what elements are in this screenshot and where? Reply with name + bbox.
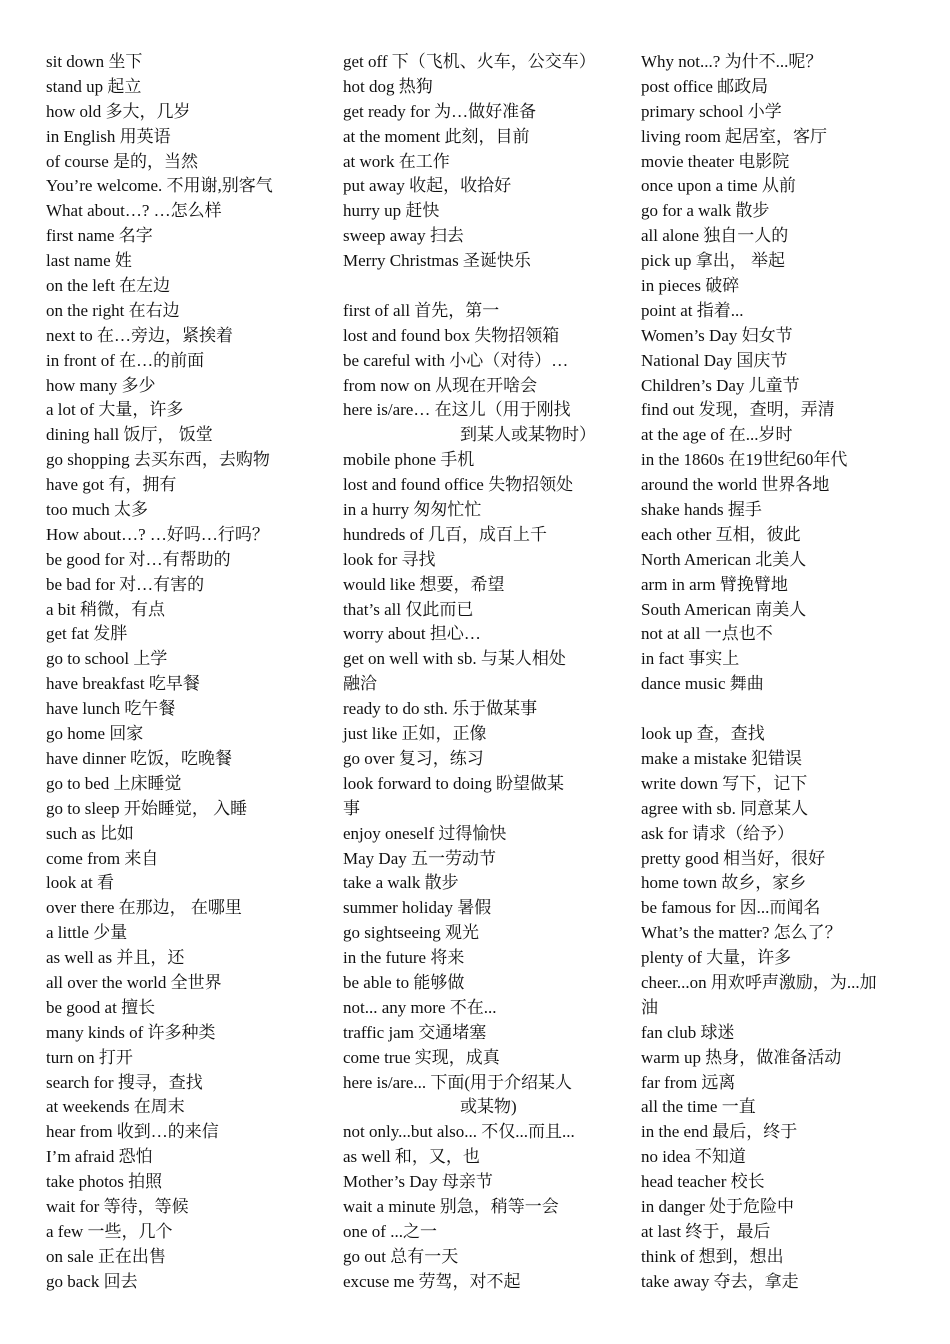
phrase-entry: take a walk 散步 — [343, 873, 459, 893]
phrase-entry: have breakfast 吃早餐 — [46, 674, 200, 694]
phrase-entry: go to bed 上床睡觉 — [46, 773, 182, 793]
phrase-entry: write down 写下，记下 — [641, 773, 808, 793]
phrase-entry: first name 名字 — [46, 226, 153, 246]
phrase-entry: lost and found office 失物招领处 — [343, 475, 574, 495]
phrase-entry: each other 互相，彼此 — [641, 524, 801, 544]
phrase-entry: at weekends 在周末 — [46, 1097, 185, 1117]
phrase-entry: sit down 坐下 — [46, 52, 143, 71]
phrase-entry: shake hands 握手 — [641, 500, 762, 520]
phrase-entry: search for 搜寻，查找 — [46, 1072, 203, 1092]
phrase-entry: from now on 从现在开啥会 — [343, 375, 538, 395]
phrase-entry: last name 姓 — [46, 251, 132, 271]
phrase-entry: take photos 拍照 — [46, 1172, 163, 1192]
phrase-entry: go over 复习，练习 — [343, 748, 484, 768]
phrase-entry: be bad for 对…有害的 — [46, 574, 205, 594]
phrase-entry: get off 下（飞机、火车，公交车） — [343, 52, 596, 71]
phrase-entry: over there 在那边， 在哪里 — [46, 898, 242, 918]
phrase-entry: You’re welcome. 不用谢,别客气 — [46, 176, 273, 196]
phrase-entry: be famous for 因...而闻名 — [641, 898, 821, 918]
phrase-entry: plenty of 大量，许多 — [641, 948, 792, 968]
phrase-entry: movie theater 电影院 — [641, 151, 790, 171]
phrase-entry: What’s the matter? 怎么了？ — [641, 923, 842, 943]
phrase-entry — [641, 697, 916, 722]
phrase-entry: too much 太多 — [46, 500, 148, 520]
phrase-entry: as well as 并且，还 — [46, 948, 185, 968]
phrase-entry: lost and found box 失物招领箱 — [343, 325, 560, 345]
column-1 — [46, 50, 326, 1295]
phrase-entry: 油 — [641, 997, 658, 1017]
phrase-entry: just like 正如，正像 — [343, 724, 487, 744]
phrase-entry: get on well with sb. 与某人相处 — [343, 649, 566, 669]
phrase-entry: get fat 发胖 — [46, 624, 128, 644]
phrase-entry: a lot of 大量，许多 — [46, 400, 184, 420]
phrase-entry: on the left 在左边 — [46, 276, 171, 296]
phrase-entry: wait a minute 别急，稍等一会 — [343, 1196, 559, 1216]
phrase-entry: look forward to doing 盼望做某 — [343, 773, 564, 793]
phrase-entry: in a hurry 匆匆忙忙 — [343, 500, 482, 520]
phrase-entry: excuse me 劳驾，对不起 — [343, 1271, 521, 1291]
phrase-entry: in danger 处于危险中 — [641, 1196, 794, 1216]
phrase-entry: one of ...之一 — [343, 1221, 437, 1241]
phrase-entry: living room 起居室，客厅 — [641, 126, 828, 146]
column-2 — [343, 50, 621, 1295]
phrase-entry: as well 和，又，也 — [343, 1147, 480, 1167]
phrase-entry: mobile phone 手机 — [343, 450, 475, 470]
phrase-entry: hot dog 热狗 — [343, 76, 433, 96]
phrase-entry: go for a walk 散步 — [641, 201, 770, 221]
phrase-entry: sweep away 扫去 — [343, 226, 464, 246]
phrase-entry: be careful with 小心（对待）… — [343, 350, 569, 370]
phrase-entry: turn on 打开 — [46, 1047, 133, 1067]
phrase-entry: cheer...on 用欢呼声激励，为...加 — [641, 972, 877, 992]
phrase-entry: primary school 小学 — [641, 101, 782, 121]
phrase-entry: How about…? …好吗…行吗？ — [46, 524, 269, 544]
phrase-entry: hear from 收到…的来信 — [46, 1122, 219, 1142]
phrase-entry: all over the world 全世界 — [46, 972, 222, 992]
phrase-entry: a few 一些，几个 — [46, 1221, 173, 1241]
phrase-entry: come from 来自 — [46, 848, 159, 868]
phrase-entry: a little 少量 — [46, 923, 128, 943]
phrase-entry: on sale 正在出售 — [46, 1246, 166, 1266]
phrase-entry: Children’s Day 儿童节 — [641, 375, 800, 395]
phrase-entry: look up 查，查找 — [641, 724, 765, 744]
phrase-entry: ready to do sth. 乐于做某事 — [343, 699, 538, 719]
phrase-entry: come true 实现，成真 — [343, 1047, 500, 1067]
phrase-entry: think of 想到，想出 — [641, 1246, 784, 1266]
phrase-entry: not at all 一点也不 — [641, 624, 773, 644]
phrase-entry: warm up 热身，做准备活动 — [641, 1047, 842, 1067]
phrase-entry: in fact 事实上 — [641, 649, 740, 669]
phrase-entry: Merry Christmas 圣诞快乐 — [343, 251, 531, 271]
phrase-entry: on the right 在右边 — [46, 300, 180, 320]
phrase-entry: not only...but also... 不仅...而且... — [343, 1122, 575, 1142]
phrase-entry: that’s all 仅此而已 — [343, 599, 474, 619]
phrase-entry: point at 指着... — [641, 300, 744, 320]
phrase-entry: summer holiday 暑假 — [343, 898, 492, 918]
phrase-entry: fan club 球迷 — [641, 1022, 735, 1042]
phrase-entry: how many 多少 — [46, 375, 156, 395]
phrase-entry: home town 故乡，家乡 — [641, 873, 807, 893]
phrase-entry: be able to 能够做 — [343, 972, 465, 992]
phrase-entry: of course 是的，当然 — [46, 151, 199, 171]
phrase-entry: around the world 世界各地 — [641, 475, 830, 495]
phrase-entry: traffic jam 交通堵塞 — [343, 1022, 487, 1042]
phrase-entry: no idea 不知道 — [641, 1147, 746, 1167]
phrase-entry: 事 — [343, 798, 360, 818]
phrase-entry: have lunch 吃午餐 — [46, 699, 176, 719]
phrase-entry: go to school 上学 — [46, 649, 168, 669]
phrase-entry: in front of 在…的前面 — [46, 350, 205, 370]
phrase-entry: have dinner 吃饭，吃晚餐 — [46, 748, 233, 768]
phrase-entry: how old 多大，几岁 — [46, 101, 191, 121]
phrase-entry: all alone 独自一人的 — [641, 226, 789, 246]
phrase-entry: What about…? …怎么样 — [46, 201, 222, 221]
phrase-entry: have got 有，拥有 — [46, 475, 177, 495]
phrase-entry: such as 比如 — [46, 823, 134, 843]
column-3 — [641, 50, 916, 1295]
phrase-entry: Mother’s Day 母亲节 — [343, 1172, 493, 1192]
phrase-entry: in English 用英语 — [46, 126, 171, 146]
phrase-entry: Why not...? 为什不...呢？ — [641, 52, 823, 71]
phrase-entry — [343, 274, 621, 299]
phrase-entry: find out 发现，查明，弄清 — [641, 400, 835, 420]
phrase-entry: first of all 首先，第一 — [343, 300, 500, 320]
phrase-entry: hundreds of 几百，成百上千 — [343, 524, 547, 544]
phrase-entry: hurry up 赶快 — [343, 201, 440, 221]
phrase-entry: in the future 将来 — [343, 948, 465, 968]
phrase-entry: North American 北美人 — [641, 549, 807, 569]
phrase-entry: stand up 起立 — [46, 76, 142, 96]
phrase-entry: at the moment 此刻，目前 — [343, 126, 530, 146]
phrase-entry: take away 夺去，拿走 — [641, 1271, 799, 1291]
phrase-entry: in the 1860s 在19世纪60年代 — [641, 450, 848, 470]
phrase-entry: post office 邮政局 — [641, 76, 769, 96]
phrase-entry: pick up 拿出， 举起 — [641, 251, 786, 271]
phrase-entry: go sightseeing 观光 — [343, 923, 479, 943]
phrase-entry: get ready for 为…做好准备 — [343, 101, 537, 121]
phrase-entry: Women’s Day 妇女节 — [641, 325, 793, 345]
phrase-entry: worry about 担心… — [343, 624, 481, 644]
phrase-entry: far from 远离 — [641, 1072, 736, 1092]
phrase-entry: would like 想要，希望 — [343, 574, 505, 594]
phrase-entry: put away 收起，收拾好 — [343, 176, 512, 196]
phrase-entry: 融洽 — [343, 674, 377, 694]
phrase-entry: pretty good 相当好，很好 — [641, 848, 826, 868]
phrase-entry: not... any more 不在... — [343, 997, 497, 1017]
phrase-entry: go shopping 去买东西，去购物 — [46, 450, 270, 470]
phrase-entry: all the time 一直 — [641, 1097, 756, 1117]
phrase-entry: ask for 请求（给予） — [641, 823, 794, 843]
phrase-entry: wait for 等待，等候 — [46, 1196, 189, 1216]
phrase-entry: go to sleep 开始睡觉， 入睡 — [46, 798, 248, 818]
phrase-entry: go home 回家 — [46, 724, 144, 744]
phrase-entry: I’m afraid 恐怕 — [46, 1147, 153, 1167]
phrase-entry: next to 在…旁边，紧挨着 — [46, 325, 233, 345]
phrase-entry: be good for 对…有帮助的 — [46, 549, 231, 569]
phrase-entry: South American 南美人 — [641, 599, 807, 619]
phrase-entry: dance music 舞曲 — [641, 674, 764, 694]
phrase-entry: go back 回去 — [46, 1271, 138, 1291]
phrase-entry: here is/are... 下面(用于介绍某人 — [343, 1072, 572, 1092]
phrase-entry: agree with sb. 同意某人 — [641, 798, 809, 818]
phrase-entry: many kinds of 许多种类 — [46, 1022, 216, 1042]
phrase-entry: look for 寻找 — [343, 549, 436, 569]
phrase-entry: be good at 擅长 — [46, 997, 156, 1017]
phrase-entry: May Day 五一劳动节 — [343, 848, 496, 868]
phrase-entry: a bit 稍微，有点 — [46, 599, 165, 619]
phrase-entry: go out 总有一天 — [343, 1246, 459, 1266]
phrase-entry: once upon a time 从前 — [641, 176, 796, 196]
phrase-entry: enjoy oneself 过得愉快 — [343, 823, 507, 843]
phrase-entry: at work 在工作 — [343, 151, 450, 171]
phrase-entry: 到某人或某物时） — [460, 425, 596, 445]
phrase-entry: arm in arm 臂挽臂地 — [641, 574, 788, 594]
phrase-entry: in pieces 破碎 — [641, 276, 740, 296]
phrase-entry: make a mistake 犯错误 — [641, 748, 802, 768]
phrase-entry: here is/are… 在这儿（用于刚找 — [343, 400, 571, 420]
phrase-entry: in the end 最后，终于 — [641, 1122, 798, 1142]
phrase-entry: 或某物) — [460, 1097, 517, 1117]
phrase-entry: head teacher 校长 — [641, 1172, 765, 1192]
phrase-entry: at the age of 在...岁时 — [641, 425, 793, 445]
phrase-entry: dining hall 饭厅， 饭堂 — [46, 425, 213, 445]
phrase-entry: at last 终于，最后 — [641, 1221, 771, 1241]
phrase-entry: look at 看 — [46, 873, 114, 893]
phrase-entry: National Day 国庆节 — [641, 350, 788, 370]
